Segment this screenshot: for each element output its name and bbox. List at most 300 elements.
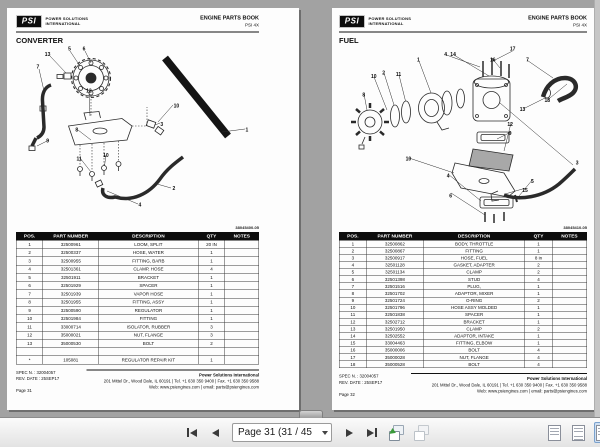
table-cell [552, 311, 587, 318]
column-header: POS. [339, 232, 366, 240]
chevron-down-icon [322, 431, 328, 435]
table-row [339, 304, 587, 311]
table-cell [552, 262, 587, 269]
page-navigation [183, 422, 431, 443]
table-cell: 32502712 [366, 318, 423, 325]
table-cell: 1 [525, 304, 552, 311]
table-cell: 9 [16, 306, 43, 314]
converter-exploded-view [16, 47, 259, 231]
table-cell [552, 254, 587, 261]
table-cell: PLUG, [423, 283, 524, 290]
table-cell: 32500917 [366, 254, 423, 261]
spec-number: SPEC N. : 32004057 [339, 373, 379, 379]
table-row [16, 323, 259, 331]
diagram-callout-number: 8 [362, 92, 366, 98]
psi-logo [339, 15, 365, 28]
table-cell: 33000714 [43, 323, 99, 331]
table-cell: 32500867 [366, 247, 423, 254]
diagram-callout-number: 5 [68, 46, 71, 52]
table-cell [552, 304, 587, 311]
column-header: DESCRIPTION [423, 232, 524, 240]
table-cell: 32501702 [366, 290, 423, 297]
table-cell: HOSE, WATER [99, 249, 198, 257]
table-cell: 32501929 [43, 282, 99, 290]
table-cell: 32501128 [366, 262, 423, 269]
table-cell [552, 340, 587, 347]
single-page-view-button[interactable] [546, 422, 563, 443]
table-cell [225, 298, 259, 306]
table-cell: SPACER [99, 282, 198, 290]
table-cell: 1 [198, 273, 225, 281]
table-cell: 32501796 [366, 304, 423, 311]
table-cell: 12 [339, 318, 366, 325]
psi-logo-text: PSI [21, 17, 37, 26]
table-row [339, 354, 587, 361]
diagram-callout-number: 2 [172, 185, 176, 192]
table-row [339, 311, 587, 318]
table-row [339, 361, 587, 368]
page-combo-value: Page 31 (31 / 45 [238, 427, 312, 438]
continuous-scroll-icon [572, 425, 585, 441]
column-header: QTY [525, 232, 552, 240]
footer-right [86, 369, 259, 393]
table-row [16, 273, 259, 281]
table-cell: 12 [16, 331, 43, 339]
next-page-button[interactable] [340, 423, 358, 443]
table-cell: VAPOR HOSE [99, 290, 198, 298]
doc-model: PSI 4X [572, 22, 587, 28]
table-cell: 1 [198, 306, 225, 314]
table-cell: 1 [525, 318, 552, 325]
table-row [16, 257, 259, 265]
table-cell: NUT, FLANGE [99, 331, 198, 339]
table-cell: 1 [339, 240, 366, 247]
diagram-callout-number: 11 [395, 71, 402, 78]
table-cell [552, 318, 587, 325]
parts-table [339, 232, 587, 368]
table-cell [552, 325, 587, 332]
diagram-callout-number: 3 [160, 121, 164, 128]
table-header-row [339, 232, 587, 240]
table-cell: 2 [525, 269, 552, 276]
previous-view-button[interactable] [386, 423, 406, 443]
column-header: QTY [198, 232, 225, 240]
table-cell: 1 [525, 332, 552, 339]
diagram-callout-number: 1 [245, 127, 249, 133]
table-cell: FITTING, ASSY [99, 298, 198, 306]
table-cell: CLAMP, HOSE [99, 265, 198, 273]
parts-table [16, 232, 259, 364]
fuel-diagram [339, 47, 587, 231]
table-cell: 7 [339, 283, 366, 290]
table-cell [552, 247, 587, 254]
table-cell: BOLT [99, 339, 198, 347]
diagram-callout-number: 9 [508, 130, 512, 137]
section-title: CONVERTER [16, 36, 64, 45]
table-cell: CLAMP [423, 269, 524, 276]
table-cell: 105081 [43, 356, 99, 364]
table-cell [225, 290, 259, 298]
column-header: PART NUMBER [366, 232, 423, 240]
table-cell: 2 [339, 247, 366, 254]
table-row [339, 347, 587, 354]
table-cell: 11 [339, 311, 366, 318]
table-cell [225, 257, 259, 265]
table-cell: 1 [198, 298, 225, 306]
diagram-callout-number: 1 [416, 57, 420, 63]
brand-line-1: POWER SOLUTIONS [368, 16, 412, 21]
table-cell: 6 [16, 282, 43, 290]
table-cell [225, 315, 259, 323]
first-page-icon [187, 428, 189, 437]
table-cell [16, 348, 43, 356]
table-row [16, 315, 259, 323]
table-cell: 2 [525, 262, 552, 269]
table-cell [552, 361, 587, 368]
table-cell: 32500862 [366, 240, 423, 247]
doc-title: ENGINE PARTS BOOK [200, 15, 259, 21]
table-cell: 32501955 [43, 298, 99, 306]
table-cell: 9 [339, 297, 366, 304]
diagram-callout-number: 16 [489, 57, 496, 63]
previous-page-button[interactable] [206, 423, 224, 443]
table-cell [552, 283, 587, 290]
table-cell [43, 348, 99, 356]
company-web: Web: www.psiengines.com | email: parts@psiengines.com [149, 384, 259, 390]
table-cell [225, 323, 259, 331]
table-cell: ISOLATOR, RUBBER [99, 323, 198, 331]
table-header-row [16, 232, 259, 240]
psi-logo [16, 15, 42, 28]
company-name: Power Solutions International [199, 372, 259, 378]
company-address: 201 Mittel Dr., Wood Dale, IL 60191 | Tel. +1 630 350 9400 | Fax. +1 630 350 9588 [431, 382, 587, 388]
figure-reference-number: 38045410-05 [563, 225, 587, 230]
table-cell [225, 306, 259, 314]
table-cell: 35000021 [43, 331, 99, 339]
table-row [16, 348, 259, 356]
table-cell: 18 [339, 361, 366, 368]
table-cell [552, 347, 587, 354]
header-divider [16, 32, 259, 33]
table-row [16, 306, 259, 314]
doc-model: PSI 4X [244, 22, 259, 28]
doc-meta [200, 15, 259, 28]
table-row [339, 332, 587, 339]
table-row [339, 318, 587, 325]
table-cell: BRACKET [423, 318, 524, 325]
table-cell: 4 [16, 265, 43, 273]
footer-right [411, 373, 587, 397]
table-cell: BOLT [423, 347, 524, 354]
table-cell: 1 [525, 290, 552, 297]
table-cell: 5 [16, 273, 43, 281]
diagram-callout-number: 8 [75, 127, 79, 133]
table-row [16, 298, 259, 306]
table-cell: 32501950 [366, 325, 423, 332]
table-row [16, 290, 259, 298]
table-cell [225, 240, 259, 248]
table-row [16, 240, 259, 248]
table-cell: 32501939 [43, 290, 99, 298]
first-page-button[interactable] [183, 423, 201, 443]
table-cell: 32501838 [366, 311, 423, 318]
table-cell: 10 [16, 315, 43, 323]
table-cell: ADAPTOR, MIXER [423, 290, 524, 297]
table-cell: 4 [339, 262, 366, 269]
table-cell: 14 [339, 332, 366, 339]
table-cell: BODY, THROTTLE [423, 240, 524, 247]
two-page-view-icon [596, 425, 600, 441]
table-cell: 2 [525, 297, 552, 304]
footer-left [339, 373, 382, 397]
table-cell: 20 IN [198, 240, 225, 248]
table-cell: 13 [339, 325, 366, 332]
table-cell: 1 [198, 356, 225, 364]
table-cell: 6 [339, 276, 366, 283]
table-cell: 1 [525, 311, 552, 318]
table-cell: 2 [525, 325, 552, 332]
table-cell: REGULATOR [99, 306, 198, 314]
table-cell: 2 [198, 339, 225, 347]
table-cell: 1 [198, 290, 225, 298]
table-cell: 7 [16, 290, 43, 298]
pdf-page-31 [7, 8, 299, 410]
table-cell: O-RING [423, 297, 524, 304]
converter-diagram [16, 47, 259, 231]
table-cell: 32500590 [43, 306, 99, 314]
table-cell: 10 [339, 304, 366, 311]
table-cell: FITTING, BARB [99, 257, 198, 265]
table-cell: 3 [16, 257, 43, 265]
table-cell [225, 348, 259, 356]
diagram-callout-number: 9 [46, 138, 49, 144]
table-cell: LOOM, SPLIT [99, 240, 198, 248]
table-row [16, 265, 259, 273]
table-cell [225, 249, 259, 257]
diagram-callout-number: 6 [449, 193, 452, 199]
table-cell [552, 297, 587, 304]
diagram-callout-number: 10 [103, 152, 109, 159]
table-cell: 32500955 [43, 257, 99, 265]
table-cell: FITTING [99, 315, 198, 323]
table-cell: 3 [198, 331, 225, 339]
table-cell: 3 [339, 254, 366, 261]
diagram-callout-number: 18 [544, 97, 551, 104]
table-cell: FITTING [423, 247, 524, 254]
table-cell: 2 [16, 249, 43, 257]
table-cell: SPACER [423, 311, 524, 318]
rev-date: REV. DATE : 25SEP17 [16, 375, 60, 381]
diagram-callout-number: 4 [446, 173, 450, 179]
diagram-callout-number: 7 [36, 64, 40, 70]
toolbar-collapse-handle[interactable] [299, 410, 323, 418]
diagram-callout-number: 12 [86, 88, 92, 94]
next-view-button[interactable] [411, 423, 431, 443]
company-web: Web: www.psiengines.com | email: parts@psiengines.com [477, 388, 587, 394]
header-divider [339, 32, 587, 33]
previous-page-icon [212, 429, 219, 437]
spec-number: SPEC N. : 32004057 [16, 369, 56, 375]
table-row [16, 249, 259, 257]
table-row [16, 282, 259, 290]
table-cell: 1 [525, 240, 552, 247]
table-cell: 4 [198, 265, 225, 273]
diagram-callout-number: 12 [507, 121, 513, 128]
table-cell: 4 [525, 354, 552, 361]
table-cell: FITTING, ELBOW [423, 340, 524, 347]
table-row [16, 356, 259, 364]
table-cell [552, 269, 587, 276]
two-page-view-button[interactable] [594, 422, 600, 443]
table-cell: * [16, 356, 43, 364]
diagram-callout-number: 17 [509, 46, 516, 52]
vertical-scrollbar[interactable] [594, 0, 600, 418]
table-cell: REGULATOR REPAIR KIT [99, 356, 198, 364]
table-cell [225, 356, 259, 364]
table-cell: 1 [16, 240, 43, 248]
page-header [339, 15, 587, 28]
table-cell: 1 [198, 249, 225, 257]
bottom-toolbar [0, 417, 600, 447]
table-row [339, 283, 587, 290]
table-cell: 15 [339, 340, 366, 347]
table-cell: 32500961 [43, 240, 99, 248]
last-page-icon [375, 428, 377, 437]
psi-logo-text: PSI [344, 17, 360, 26]
table-cell: HOSE ASSY MOLDED [423, 304, 524, 311]
table-cell: 1 [198, 282, 225, 290]
table-cell: 35000006 [366, 347, 423, 354]
diagram-callout-number: 13 [44, 51, 51, 58]
diagram-callout-number: 2 [382, 70, 386, 76]
diagram-callout-number: 3 [575, 160, 579, 166]
table-cell: BRACKET [99, 273, 198, 281]
table-cell: 35000528 [366, 361, 423, 368]
table-cell: 4 [525, 347, 552, 354]
column-header: POS. [16, 232, 43, 240]
table-cell: 8 in [525, 254, 552, 261]
brand-line-2: INTERNATIONAL [45, 21, 81, 26]
table-cell: 35000530 [43, 339, 99, 347]
table-cell: 13 [16, 339, 43, 347]
diagram-callout-number: 10 [405, 156, 412, 162]
diagram-callout-number: 10 [173, 103, 180, 109]
company-name: Power Solutions International [527, 376, 587, 382]
table-row [339, 325, 587, 332]
section-title: FUEL [339, 36, 359, 45]
table-cell [198, 348, 225, 356]
diagram-callout-number: 11 [76, 156, 82, 162]
table-cell [99, 348, 198, 356]
page-header [16, 15, 259, 28]
single-page-icon [548, 425, 561, 441]
column-header: PART NUMBER [43, 232, 99, 240]
table-cell: 35000028 [366, 354, 423, 361]
table-cell: 4 [525, 361, 552, 368]
column-header: DESCRIPTION [99, 232, 198, 240]
table-row [339, 290, 587, 297]
table-cell [552, 354, 587, 361]
table-row [339, 276, 587, 283]
table-cell: 1 [525, 340, 552, 347]
brand-text [369, 17, 412, 27]
diagram-callout-number: 13 [519, 106, 526, 113]
table-cell: 32501724 [366, 297, 423, 304]
company-address: 201 Mittel Dr., Wood Dale, IL 60191 | Tel. +1 630 350 9400 | Fax. +1 630 350 9588 [103, 378, 259, 384]
brand-text [46, 17, 89, 27]
table-cell [225, 265, 259, 273]
table-cell [225, 339, 259, 347]
table-row [339, 297, 587, 304]
table-cell: 3 [198, 323, 225, 331]
continuous-scroll-view-button[interactable] [570, 422, 587, 443]
table-cell [225, 282, 259, 290]
table-cell: ADAPTOR, INTAKE [423, 332, 524, 339]
doc-meta [528, 15, 587, 28]
table-cell: 4 [525, 276, 552, 283]
diagram-callout-number: 4 [138, 202, 142, 208]
table-cell: 17 [339, 354, 366, 361]
page-number-label: Page 31 [16, 388, 32, 394]
table-cell: NUT, FLANGE [423, 354, 524, 361]
table-cell: BOLT [423, 361, 524, 368]
page-footer [16, 369, 259, 393]
table-cell: 11 [16, 323, 43, 331]
table-cell: 32501398 [366, 276, 423, 283]
next-page-icon [346, 429, 353, 437]
table-cell: 32501984 [43, 315, 99, 323]
page-footer [339, 373, 587, 397]
table-row [339, 262, 587, 269]
table-cell: HOSE, FUEL [423, 254, 524, 261]
brand-line-1: POWER SOLUTIONS [45, 16, 89, 21]
next-view-icon [414, 431, 425, 441]
rev-date: REV. DATE : 25SEP17 [339, 379, 383, 385]
table-cell: 5 [339, 269, 366, 276]
pdf-page-32 [332, 8, 595, 410]
diagram-callout-number: 15 [522, 187, 528, 194]
table-cell: 8 [339, 290, 366, 297]
table-cell: 32501361 [43, 265, 99, 273]
table-row [16, 331, 259, 339]
diagram-callout-number: 7 [526, 57, 529, 63]
last-page-button[interactable] [363, 423, 381, 443]
table-cell: 1 [525, 283, 552, 290]
diagram-callout-number: 4 [444, 51, 448, 58]
table-row [339, 340, 587, 347]
diagram-callout-number: 5 [531, 178, 534, 185]
table-cell: 16 [339, 347, 366, 354]
table-cell [552, 332, 587, 339]
table-cell: CLAMP [423, 325, 524, 332]
table-cell [225, 331, 259, 339]
column-header: NOTES [552, 232, 587, 240]
diagram-callout-number: 10 [370, 73, 377, 80]
page-number-combo[interactable] [232, 423, 332, 442]
table-cell: 32502552 [366, 332, 423, 339]
table-row [339, 247, 587, 254]
doc-title: ENGINE PARTS BOOK [528, 15, 587, 21]
table-cell: 1 [198, 315, 225, 323]
table-cell [552, 240, 587, 247]
brand-line-2: INTERNATIONAL [368, 21, 404, 26]
table-cell: 33004463 [366, 340, 423, 347]
table-cell: 8 [16, 298, 43, 306]
page-display-modes [546, 422, 600, 443]
column-header: NOTES [225, 232, 259, 240]
table-cell: 1 [525, 247, 552, 254]
diagram-callout-number: 14 [450, 51, 456, 58]
